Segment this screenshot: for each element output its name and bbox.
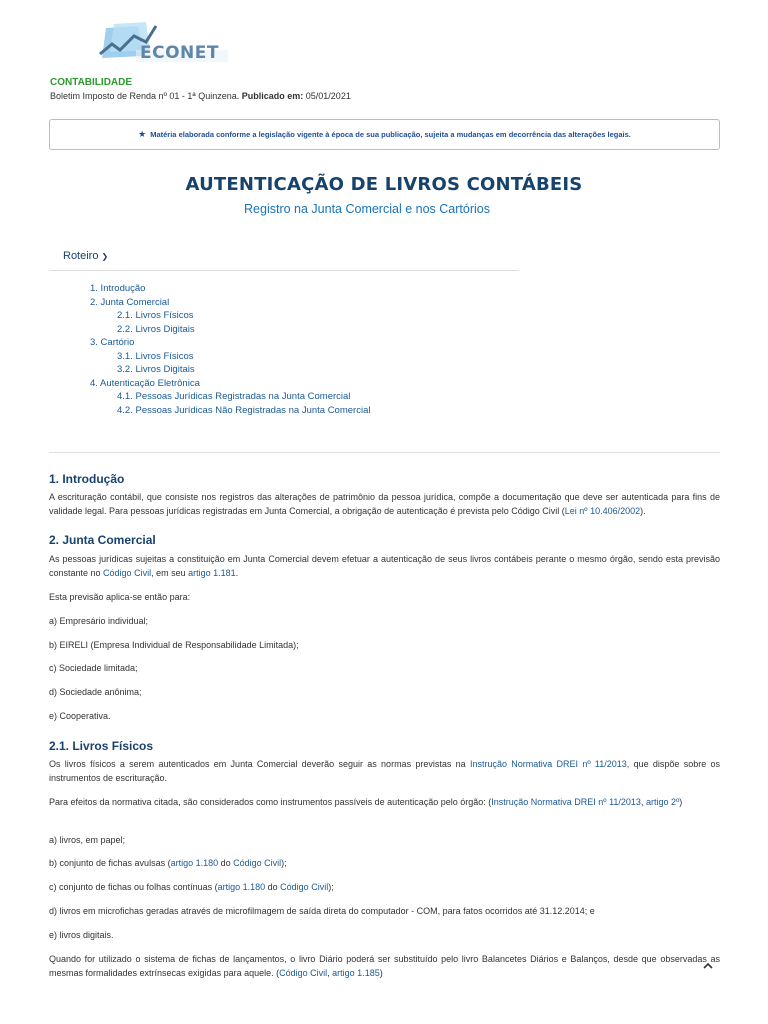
toc-item-cartorio-livros-fisicos[interactable]: 3.1. Livros Físicos <box>117 350 194 362</box>
roteiro-toggle[interactable] <box>63 250 108 262</box>
toc-item-junta-comercial[interactable]: 2. Junta Comercial <box>90 296 170 308</box>
toc-item-pj-registradas[interactable]: 4.1. Pessoas Jurídicas Registradas na Junta Comercial <box>117 391 351 402</box>
fisicos-p1-text: Os livros físicos a serem autenticados em Junta Comercial deverão seguir as normas previstas na <box>49 759 470 769</box>
toc-item-cartorio[interactable]: 3. Cartório <box>90 337 135 348</box>
chevron-down-icon: ❯ <box>101 252 109 261</box>
content-divider <box>49 452 720 453</box>
list-item: a) Empresário individual; <box>49 616 149 626</box>
paragraph-introducao <box>49 491 720 518</box>
fisicos-p1-end: , que dispõe sobre os instrumentos de escrituração. <box>49 759 720 783</box>
intro-text: A escrituração contábil, que consiste nos registros das alterações de patrimônio da pessoa jurídica, compõe a documentação que deve ser autenticada para fins de validade legal. Para pessoas jurídicas registradas em Junta Comercial, a obrigação de autenticação é prevista pelo Código Civil ( <box>49 492 720 516</box>
heading-junta-comercial: 2. Junta Comercial <box>49 533 156 547</box>
notice-text: Matéria elaborada conforme a legislação vigente à época de sua publicação, sujeita a mudanças em decorrência das alterações legais. <box>150 130 631 139</box>
toc-item-junta-livros-digitais[interactable]: 2.2. Livros Digitais <box>117 323 195 335</box>
link-artigo-1181[interactable]: artigo 1.181 <box>188 567 236 578</box>
fisicos-p2-sep: , <box>640 797 646 807</box>
link-in-drei-11-2013[interactable]: Instrução Normativa DREI nº 11/2013 <box>469 759 627 769</box>
paragraph-applies: Esta previsão aplica-se então para: <box>49 592 191 602</box>
bulletin-name: Boletim Imposto de Renda nº 01 - 1ª Quinzena. <box>50 91 240 101</box>
page-title: AUTENTICAÇÃO DE LIVROS CONTÁBEIS <box>185 174 583 195</box>
junta-text-1: As pessoas jurídicas sujeitas a constituição em Junta Comercial devem efetuar a autenticação de seus livros contábeis perante o mesmo órgão, sendo esta previsão constante no <box>49 554 720 578</box>
item-c-text: c) conjunto de fichas ou folhas contínuas ( <box>49 882 218 892</box>
list-item: d) Sociedade anônima; <box>49 687 142 697</box>
page-subtitle: Registro na Junta Comercial e nos Cartórios <box>244 202 490 216</box>
paragraph-fisicos-1 <box>49 758 720 785</box>
link-in-drei-11-2013[interactable]: Instrução Normativa DREI nº 11/2013 <box>491 797 641 807</box>
paragraph-junta <box>49 553 720 580</box>
link-artigo-1180[interactable]: artigo 1.180 <box>217 882 266 892</box>
toc-item-introducao[interactable]: 1. Introdução <box>90 283 146 294</box>
toc-item-cartorio-livros-digitais[interactable]: 3.2. Livros Digitais <box>117 364 195 375</box>
list-item: a) livros, em papel; <box>49 835 126 845</box>
link-codigo-civil[interactable]: Código Civil <box>279 967 328 978</box>
junta-text-2: , em seu <box>151 567 189 578</box>
item-c-end: ); <box>328 882 334 892</box>
roteiro-label: Roteiro <box>63 250 99 262</box>
legislation-notice <box>49 119 720 150</box>
list-item <box>49 881 720 895</box>
scroll-top-button[interactable] <box>701 958 715 972</box>
link-artigo-2[interactable]: artigo 2º <box>645 797 680 807</box>
paragraph-fisicos-2 <box>49 796 720 810</box>
list-item: e) livros digitais. <box>49 930 114 940</box>
toc-item-pj-nao-registradas[interactable]: 4.2. Pessoas Jurídicas Não Registradas na Junta Comercial <box>117 405 371 416</box>
item-b-text: b) conjunto de fichas avulsas ( <box>49 858 171 868</box>
bulletin-info <box>50 91 351 101</box>
star-icon: ★ <box>138 129 147 139</box>
list-item: b) EIRELI (Empresa Individual de Responsabilidade Limitada); <box>49 640 299 650</box>
list-item: d) livros em microfichas geradas através de microfilmagem de saída direta do computador - COM, para fatos ocorridos até 31.12.2014; e <box>49 906 595 916</box>
published-label: Publicado em: <box>241 91 304 101</box>
item-b-end: ); <box>281 858 287 868</box>
item-c-mid: do <box>265 882 281 892</box>
toc-item-autenticacao-eletronica[interactable]: 4. Autenticação Eletrônica <box>90 377 200 389</box>
link-codigo-civil[interactable]: Código Civil <box>233 858 282 868</box>
intro-text-end: ). <box>640 505 646 516</box>
fisicos-p3-end: ) <box>379 967 383 978</box>
toc-item-junta-livros-fisicos[interactable]: 2.1. Livros Físicos <box>117 310 194 321</box>
link-artigo-1185[interactable]: artigo 1.185 <box>332 967 380 978</box>
heading-livros-fisicos: 2.1. Livros Físicos <box>49 739 154 753</box>
link-artigo-1180[interactable]: artigo 1.180 <box>170 858 219 868</box>
fisicos-p3-sep: , <box>327 967 333 978</box>
paragraph-fisicos-3 <box>49 953 720 980</box>
fisicos-p3-text: Quando for utilizado o sistema de fichas de lançamentos, o livro Diário poderá ser substituído pelo livro Balancetes Diários e Balanços, desde que observadas as mesmas formalidades extrínsecas exigidas para aquele. ( <box>49 954 720 978</box>
fisicos-p2-text: Para efeitos da normativa citada, são considerados como instrumentos passíveis de autenticação pelo órgão: ( <box>49 797 492 807</box>
roteiro-divider <box>49 270 519 271</box>
category-label[interactable]: CONTABILIDADE <box>50 77 133 88</box>
published-date: 05/01/2021 <box>305 91 351 101</box>
list-item: c) Sociedade limitada; <box>49 663 138 673</box>
link-codigo-civil[interactable]: Código Civil <box>103 567 152 578</box>
list-item <box>49 857 720 871</box>
link-codigo-civil[interactable]: Código Civil <box>280 882 329 892</box>
fisicos-p2-end: ) <box>679 797 683 807</box>
heading-introducao: 1. Introdução <box>49 472 125 486</box>
item-b-mid: do <box>218 858 234 868</box>
logo-text: ECONET <box>140 43 219 63</box>
junta-text-3: . <box>235 567 239 578</box>
list-item: e) Cooperativa. <box>49 711 111 721</box>
link-lei-10406[interactable]: Lei nº 10.406/2002 <box>564 505 641 516</box>
chevron-up-icon <box>703 962 713 969</box>
